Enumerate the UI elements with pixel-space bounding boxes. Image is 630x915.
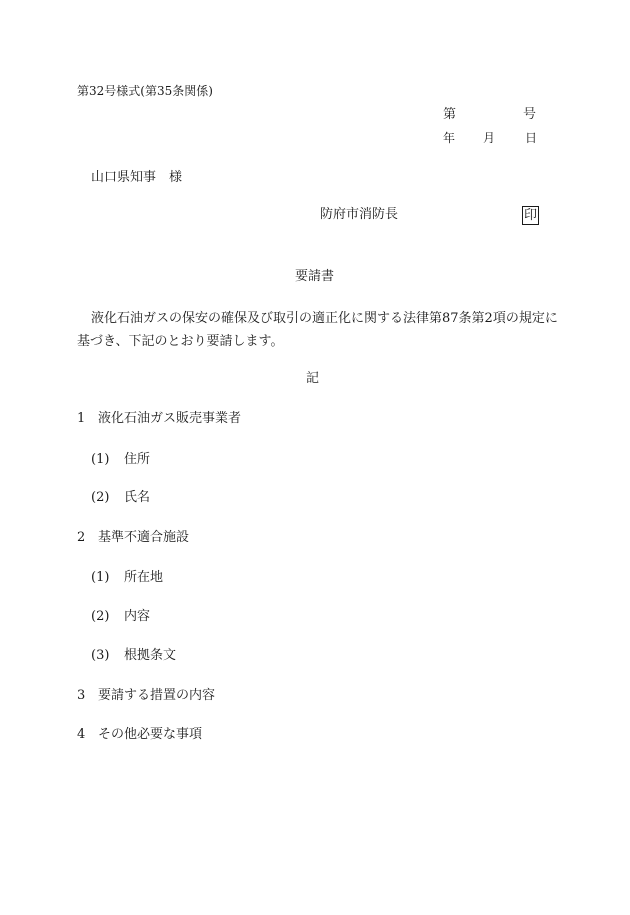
sub-list-item — [91, 490, 150, 506]
item-label: 基準不適合施設 — [98, 530, 190, 545]
list-item — [77, 688, 215, 704]
list-item — [77, 727, 202, 743]
item-number: 4 — [77, 727, 86, 742]
date-day-label: 日 — [525, 131, 538, 145]
list-item — [77, 411, 241, 427]
date-month-label: 月 — [483, 131, 496, 145]
sub-item-number: (1) — [91, 452, 110, 467]
sub-item-label: 氏名 — [124, 490, 151, 505]
sub-item-label: 根拠条文 — [124, 648, 177, 663]
item-number: 1 — [77, 411, 86, 426]
list-item — [77, 530, 189, 546]
sub-item-number: (3) — [91, 648, 110, 663]
item-label: 要請する措置の内容 — [98, 688, 216, 703]
item-label: 液化石油ガス販売事業者 — [98, 411, 242, 426]
item-number: 3 — [77, 688, 86, 703]
sub-item-number: (2) — [91, 609, 110, 624]
sub-list-item — [91, 452, 150, 468]
body-paragraph: 液化石油ガスの保安の確保及び取引の適正化に関する法律第87条第2項の規定に基づき、下記のとおり要請します。 — [77, 311, 558, 349]
item-number: 2 — [77, 530, 86, 545]
sub-list-item — [91, 648, 176, 664]
ki-note-marker: 記 — [306, 371, 320, 386]
sub-item-label: 住所 — [124, 452, 151, 467]
document-number-prefix: 第 — [443, 107, 457, 122]
seal-stamp-box: 印 — [524, 208, 538, 223]
sub-item-number: (2) — [91, 490, 110, 505]
sub-list-item — [91, 570, 163, 586]
document-title: 要請書 — [295, 269, 335, 284]
date-year-label: 年 — [443, 131, 456, 145]
document-number-suffix: 号 — [523, 107, 537, 122]
form-number: 第32号様式(第35条関係) — [77, 84, 213, 98]
item-label: その他必要な事項 — [98, 727, 203, 742]
sender-name: 防府市消防長 — [320, 207, 399, 222]
sub-item-label: 所在地 — [124, 570, 164, 585]
sub-item-label: 内容 — [124, 609, 151, 624]
sub-item-number: (1) — [91, 570, 110, 585]
addressee: 山口県知事 様 — [91, 170, 183, 185]
sub-list-item — [91, 609, 150, 625]
